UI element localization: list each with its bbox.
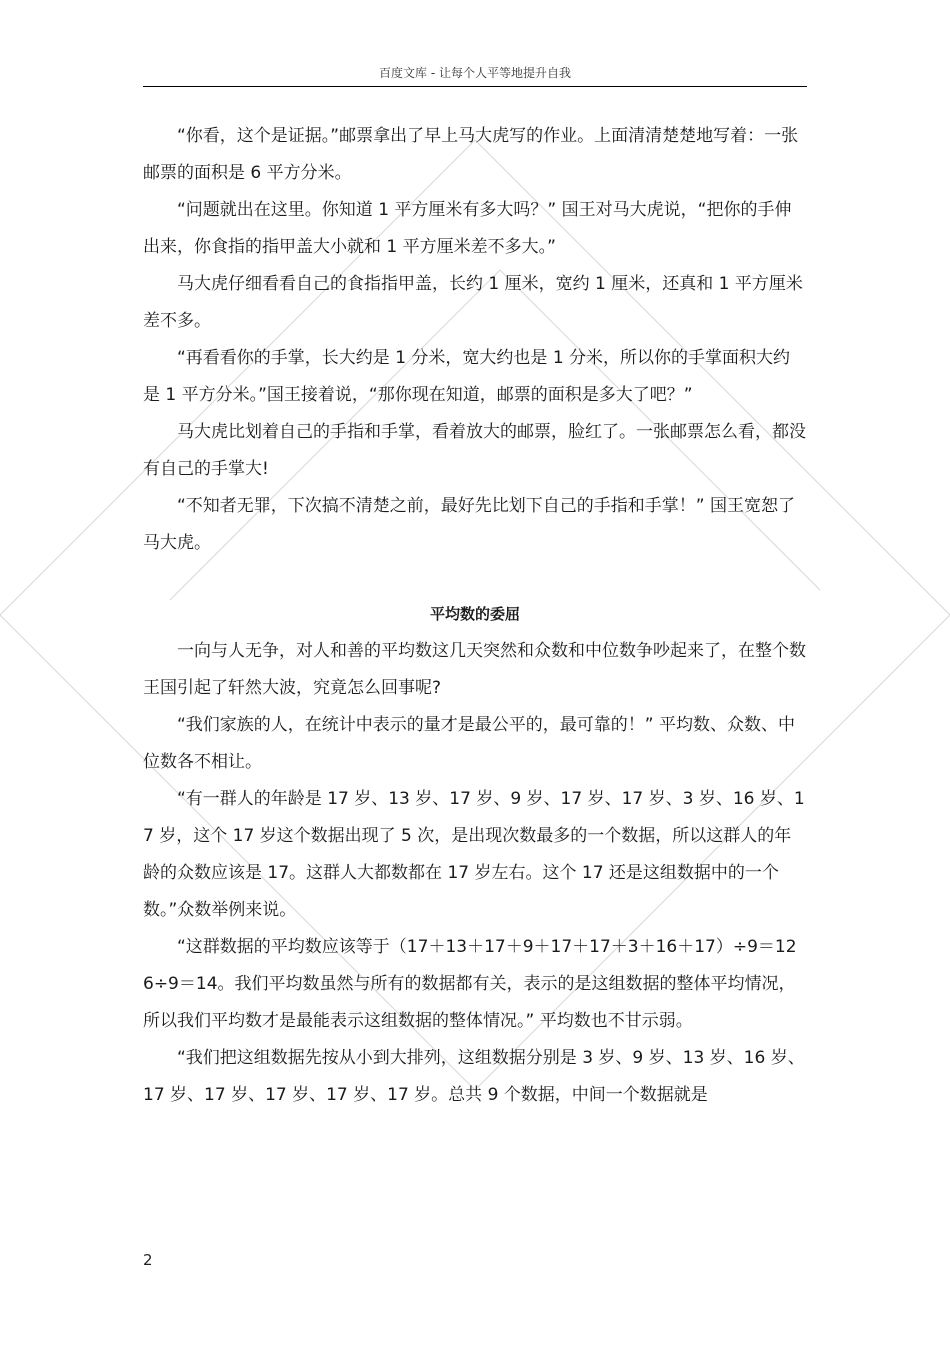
paragraph: “再看看你的手掌，长大约是 1 分米，宽大约也是 1 分米，所以你的手掌面积大约是 1 平方分米。”国王接着说，“那你现在知道，邮票的面积是多大了吧？” xyxy=(143,348,791,405)
paragraph: “我们把这组数据先按从小到大排列，这组数据分别是 3 岁、9 岁、13 岁、16 岁、17 岁、17 岁、17 岁、17 岁、17 岁。总共 9 个数据，中间一个数据就是 xyxy=(143,1048,805,1105)
paragraph: 一向与人无争，对人和善的平均数这几天突然和众数和中位数争吵起来了，在整个数王国引起了轩然大波，究竟怎么回事呢? xyxy=(143,641,806,698)
story-section-stamp xyxy=(143,118,807,562)
paragraph: 马大虎仔细看看自己的食指指甲盖，长约 1 厘米，宽约 1 厘米，还真和 1 平方厘米差不多。 xyxy=(143,274,803,331)
paragraph: “问题就出在这里。你知道 1 平方厘米有多大吗？” 国王对马大虎说，“把你的手伸出来，你食指的指甲盖大小就和 1 平方厘米差不多大。” xyxy=(143,200,792,257)
section-spacer xyxy=(143,562,807,596)
header-divider xyxy=(143,86,807,87)
page-header: 百度文库 - 让每个人平等地提升自我 xyxy=(379,66,571,80)
document-body xyxy=(143,118,807,1114)
paragraph: “不知者无罪，下次搞不清楚之前，最好先比划下自己的手指和手掌！” 国王宽恕了马大虎。 xyxy=(143,496,796,553)
section-title: 平均数的委屈 xyxy=(429,605,520,623)
paragraph: “你看，这个是证据。”邮票拿出了早上马大虎写的作业。上面清清楚楚地写着：一张邮票的面积是 6 平方分米。 xyxy=(143,126,799,183)
paragraph: 马大虎比划着自己的手指和手掌，看着放大的邮票，脸红了。一张邮票怎么看，都没有自己的手掌大! xyxy=(143,422,806,479)
page-number: 2 xyxy=(143,1251,153,1269)
story-section-average xyxy=(143,596,807,1114)
paragraph: “这群数据的平均数应该等于（17＋13＋17＋9＋17＋17＋3＋16＋17）÷9＝126÷9＝14。我们平均数虽然与所有的数据都有关，表示的是这组数据的整体平均情况，所以我们平均数才是最能表示这组数据的整体情况。” 平均数也不甘示弱。 xyxy=(143,937,797,1031)
paragraph: “我们家族的人，在统计中表示的量才是最公平的，最可靠的！” 平均数、众数、中位数各不相让。 xyxy=(143,715,796,772)
paragraph: “有一群人的年龄是 17 岁、13 岁、17 岁、9 岁、17 岁、17 岁、3 岁、16 岁、17 岁，这个 17 岁这个数据出现了 5 次，是出现次数最多的一个数据，所以这群人的年龄的众数应该是 17。这群人大都数都在 17 岁左右。这个 17 还是这组数据中的一个数。”众数举例来说。 xyxy=(143,789,805,920)
